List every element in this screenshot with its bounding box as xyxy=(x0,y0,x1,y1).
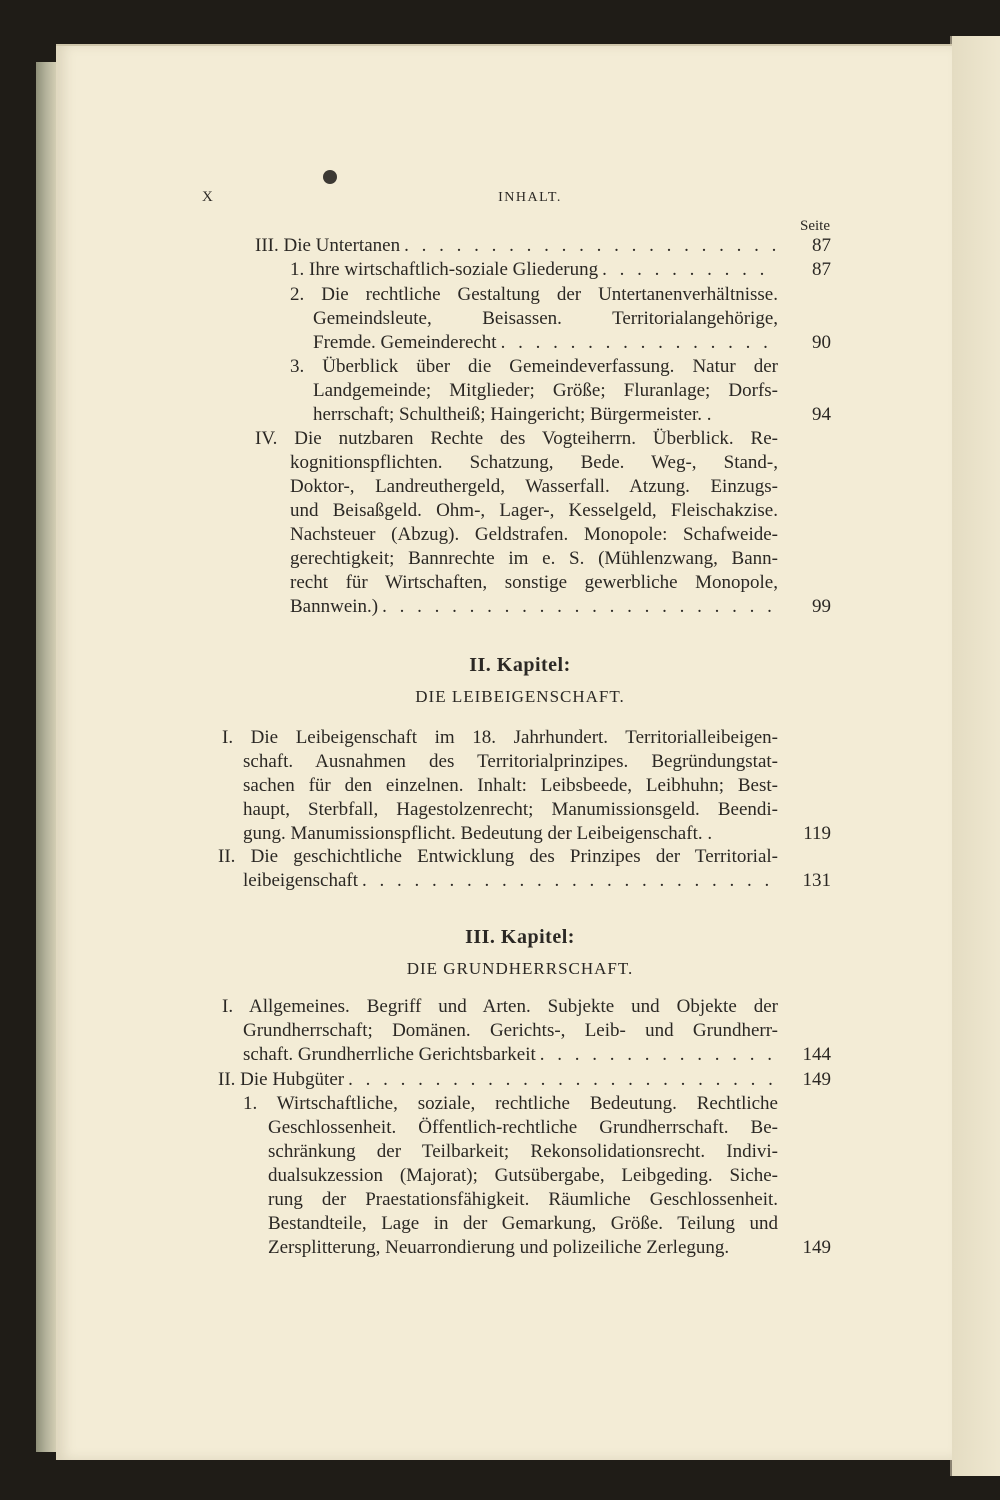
chapter-title: DIE GRUNDHERRSCHAFT. xyxy=(406,959,634,978)
toc-entry-line: schaft. Ausnahmen des Territorialprinzipes. Begründungstat- xyxy=(243,751,778,772)
toc-entry-line: Landgemeinde; Mitglieder; Größe; Fluranlage; Dorfs- xyxy=(313,380,778,401)
book-edge xyxy=(36,62,58,1452)
toc-entry-line: gerechtigkeit; Bannrechte im e. S. (Mühlenzwang, Bann- xyxy=(290,548,778,569)
toc-entry-line: I. Allgemeines. Begriff und Arten. Subjekte und Objekte der xyxy=(222,996,778,1017)
toc-entry-line: haupt, Sterbfall, Hagestolzenrecht; Manumissionsgeld. Beendi- xyxy=(243,799,778,820)
toc-page-number: 131 xyxy=(802,870,831,891)
toc-entry-line: Grundherrschaft; Domänen. Gerichts-, Leib- und Grundherr- xyxy=(243,1020,778,1041)
toc-entry-line: schaft. Grundherrliche Gerichtsbarkeit . . . xyxy=(243,1043,778,1067)
toc-entry-line: 3. Überblick über die Gemeindeverfassung. Natur der xyxy=(290,356,778,377)
toc-entry-line: Geschlossenheit. Öffentlich-rechtliche Grundherrschaft. Be- xyxy=(268,1117,778,1138)
toc-entry-line: herrschaft; Schultheiß; Haingericht; Bürgermeister. . xyxy=(313,404,712,425)
toc-entry-line: I. Die Leibeigenschaft im 18. Jahrhundert. Territorialleibeigen- xyxy=(222,727,778,748)
toc-entry-line: Bestandteile, Lage in der Gemarkung, Größe. Teilung und xyxy=(268,1213,778,1234)
toc-page-number: 87 xyxy=(812,259,831,280)
toc-page-number: 87 xyxy=(812,235,831,256)
toc-entry-line: kognitionspflichten. Schatzung, Bede. Weg-, Stand-, xyxy=(290,452,778,473)
toc-entry-line: und Beisaßgeld. Ohm-, Lager-, Kesselgeld, Fleischakzise. xyxy=(290,500,778,521)
page-top-edge xyxy=(56,44,952,46)
chapter-heading: II. Kapitel: xyxy=(469,654,571,676)
toc-entry-line: recht für Wirtschaften, sonstige gewerbliche Monopole, xyxy=(290,572,778,593)
toc-page-number: 90 xyxy=(812,332,831,353)
page-number: X xyxy=(202,189,214,205)
leader-dots xyxy=(598,258,778,282)
ink-blot xyxy=(323,170,337,184)
toc-entry-line: gung. Manumissionspflicht. Bedeutung der Leibeigenschaft. . xyxy=(243,823,713,844)
toc-entry-line: 2. Die rechtliche Gestaltung der Untertanenverhältnisse. xyxy=(290,284,778,305)
toc-page-number: 144 xyxy=(802,1044,831,1065)
toc-entry-line: II. Die Hubgüter . . . xyxy=(218,1068,778,1092)
toc-page-number: 99 xyxy=(812,596,831,617)
page-column-label: Seite xyxy=(800,218,830,234)
toc-entry-line: 1. Ihre wirtschaftlich-soziale Gliederung . . . xyxy=(290,258,778,282)
toc-page-number: 149 xyxy=(802,1237,831,1258)
toc-page-number: 149 xyxy=(802,1069,831,1090)
leader-dots xyxy=(400,234,778,258)
leader-dots xyxy=(358,869,778,893)
toc-entry-line: schränkung der Teilbarkeit; Rekonsolidationsrecht. Indivi- xyxy=(268,1141,778,1162)
leader-dots xyxy=(497,331,778,355)
toc-entry-line: Fremde. Gemeinderecht . . . xyxy=(313,331,778,355)
toc-entry-line: Gemeindsleute, Beisassen. Territorialangehörige, xyxy=(313,308,778,329)
running-head: INHALT. xyxy=(498,190,562,205)
toc-entry-line: sachen für den einzelnen. Inhalt: Leibsbeede, Leibhuhn; Best- xyxy=(243,775,778,796)
toc-entry-line: II. Die geschichtliche Entwicklung des Prinzipes der Territorial- xyxy=(218,846,778,867)
toc-entry-line: Zersplitterung, Neuarrondierung und polizeiliche Zerlegung. xyxy=(268,1237,730,1258)
toc-entry-line: IV. Die nutzbaren Rechte des Vogteiherrn. Überblick. Re- xyxy=(255,428,778,449)
toc-entry-line: Bannwein.) . . . xyxy=(290,595,778,619)
chapter-heading: III. Kapitel: xyxy=(465,926,575,948)
toc-page-number: 119 xyxy=(803,823,831,844)
leader-dots xyxy=(378,595,778,619)
facing-page-edge xyxy=(950,36,1000,1476)
leader-dots xyxy=(344,1068,778,1092)
leader-dots xyxy=(536,1043,778,1067)
toc-page-number: 94 xyxy=(812,404,831,425)
chapter-title: DIE LEIBEIGENSCHAFT. xyxy=(415,687,625,706)
toc-entry-line: Doktor-, Landreuthergeld, Wasserfall. Atzung. Einzugs- xyxy=(290,476,778,497)
toc-entry-line: 1. Wirtschaftliche, soziale, rechtliche Bedeutung. Rechtliche xyxy=(243,1093,778,1114)
toc-entry-line: leibeigenschaft . . . xyxy=(243,869,778,893)
toc-entry-line: rung der Praestationsfähigkeit. Räumliche Geschlossenheit. xyxy=(268,1189,778,1210)
toc-entry-line: dualsukzession (Majorat); Gutsübergabe, Leibgeding. Siche- xyxy=(268,1165,778,1186)
toc-entry-line: III. Die Untertanen . . . xyxy=(255,234,778,258)
toc-entry-line: Nachsteuer (Abzug). Geldstrafen. Monopole: Schafweide- xyxy=(290,524,778,545)
